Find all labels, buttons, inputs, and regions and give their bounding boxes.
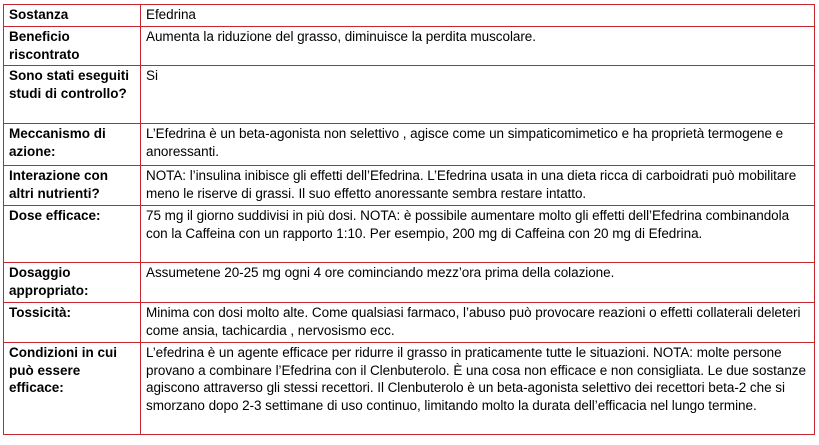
- row-value-beneficio: Aumenta la riduzione del grasso, diminuisce la perdita muscolare.: [141, 27, 815, 66]
- table-row: [4, 343, 815, 435]
- table-row: [4, 5, 815, 27]
- row-value-dose: 75 mg il giorno suddivisi in più dosi. NOTA: è possibile aumentare molto gli effetti dell’Efedrina combinandola con la Caffeina con un rapporto 1:10. Per esempio, 200 mg di Caffeina con 20 mg di Efedrina.: [141, 206, 815, 263]
- row-label-sostanza: Sostanza: [4, 5, 141, 27]
- table-row: [4, 263, 815, 303]
- table-row: [4, 166, 815, 206]
- row-value-sostanza: Efedrina: [141, 5, 815, 27]
- row-label-tossicita: Tossicità:: [4, 303, 141, 343]
- row-label-dose: Dose efficace:: [4, 206, 141, 263]
- substance-info-table: [3, 4, 815, 435]
- table-row: [4, 124, 815, 166]
- row-value-tossicita: Minima con dosi molto alte. Come qualsiasi farmaco, l’abuso può provocare reazioni o effetti collaterali deleteri come ansia, tachicardia , nervosismo ecc.: [141, 303, 815, 343]
- row-label-studi: Sono stati eseguiti studi di controllo?: [4, 66, 141, 124]
- table-row: [4, 206, 815, 263]
- row-label-meccanismo: Meccanismo di azione:: [4, 124, 141, 166]
- row-value-condizioni: L’efedrina è un agente efficace per ridurre il grasso in praticamente tutte le situazioni. NOTA: molte persone provano a combinare l’Efedrina con il Clenbuterolo. È una cosa non efficace e non consigliata. Le due sostanze agiscono attraverso gli stessi recettori. Il Clenbuterolo è un beta-agonista selettivo dei recettori beta-2 che si smorzano dopo 2-3 settimane di uso continuo, limitando molto la durata dell’efficacia nel lungo termine.: [141, 343, 815, 435]
- row-value-studi: Si: [141, 66, 815, 124]
- row-label-condizioni: Condizioni in cui può essere efficace:: [4, 343, 141, 435]
- row-label-interazione: Interazione con altri nutrienti?: [4, 166, 141, 206]
- row-value-meccanismo: L’Efedrina è un beta-agonista non selettivo , agisce come un simpaticomimetico e ha proprietà termogene e anoressanti.: [141, 124, 815, 166]
- table-row: [4, 27, 815, 66]
- row-label-beneficio: Beneficio riscontrato: [4, 27, 141, 66]
- row-value-interazione: NOTA: l’insulina inibisce gli effetti dell’Efedrina. L’Efedrina usata in una dieta ricca di carboidrati può mobilitare meno le riserve di grassi. Il suo effetto anoressante sembra restare intatto.: [141, 166, 815, 206]
- row-label-dosaggio: Dosaggio appropriato:: [4, 263, 141, 303]
- table-row: [4, 66, 815, 124]
- table-row: [4, 303, 815, 343]
- row-value-dosaggio: Assumetene 20-25 mg ogni 4 ore cominciando mezz’ora prima della colazione.: [141, 263, 815, 303]
